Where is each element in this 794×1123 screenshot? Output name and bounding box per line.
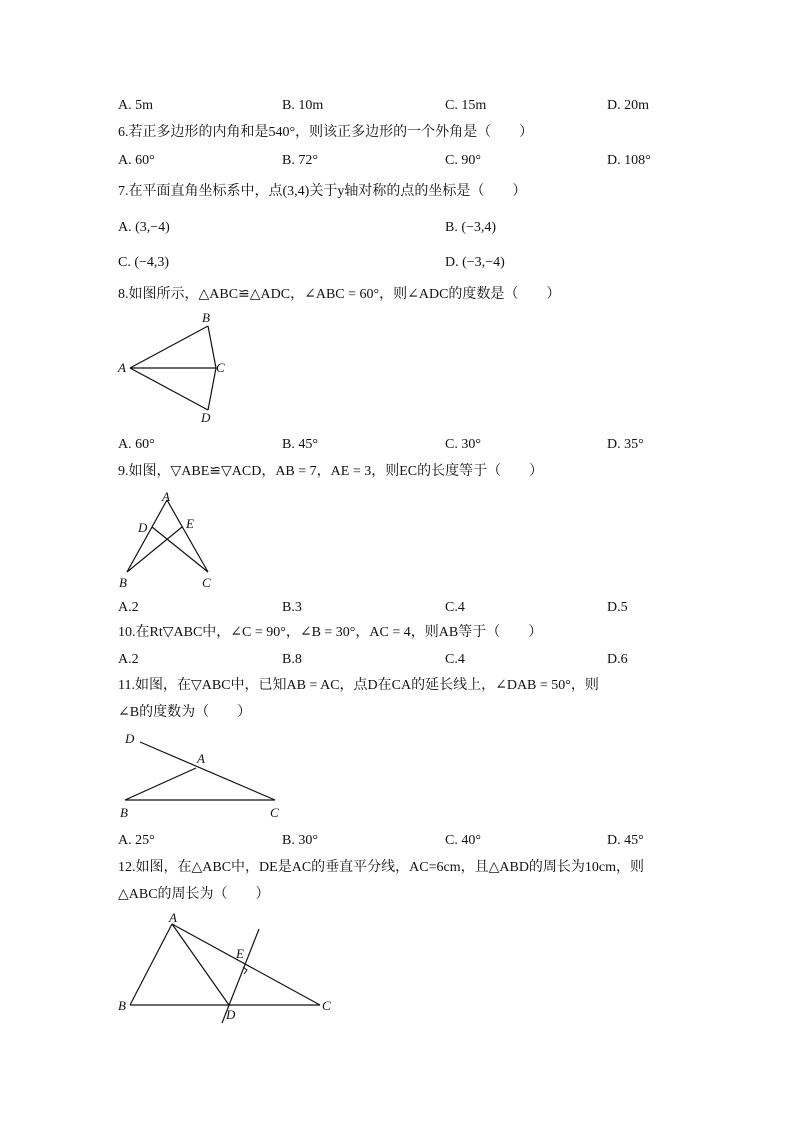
q10-option-a[interactable]: A.2 xyxy=(118,652,139,667)
q11-figure xyxy=(112,726,292,826)
q11-option-c[interactable]: C. 40° xyxy=(445,833,481,848)
q5-option-c[interactable]: C. 15m xyxy=(445,98,487,113)
q11-label-d: D xyxy=(125,731,135,746)
q8-label-b: B xyxy=(202,310,210,325)
q11-stem-line2: ∠B的度数为（ ） xyxy=(118,705,252,720)
q7-option-a[interactable]: A. (3,−4) xyxy=(118,220,170,235)
q8-option-b[interactable]: B. 45° xyxy=(282,437,318,452)
q8-label-d: D xyxy=(201,410,211,425)
q10-option-c[interactable]: C.4 xyxy=(445,652,465,667)
q9-option-d[interactable]: D.5 xyxy=(607,600,628,615)
q11-option-b[interactable]: B. 30° xyxy=(282,833,318,848)
q6-option-a[interactable]: A. 60° xyxy=(118,153,155,168)
q12-label-c: C xyxy=(322,998,331,1013)
q10-option-d[interactable]: D.6 xyxy=(607,652,628,667)
q5-option-a[interactable]: A. 5m xyxy=(118,98,153,113)
q12-figure xyxy=(112,906,342,1031)
q9-option-a[interactable]: A.2 xyxy=(118,600,139,615)
q9-label-c: C xyxy=(202,575,211,590)
q8-option-a[interactable]: A. 60° xyxy=(118,437,155,452)
q5-option-d[interactable]: D. 20m xyxy=(607,98,649,113)
q7-stem: 7.在平面直角坐标系中，点(3,4)关于y轴对称的点的坐标是（ ） xyxy=(118,184,527,199)
q9-stem: 9.如图，▽ABE≌▽ACD，AB = 7，AE = 3，则EC的长度等于（ ） xyxy=(118,464,544,479)
q11-label-c: C xyxy=(270,805,279,820)
q9-label-b: B xyxy=(119,575,127,590)
q11-label-b: B xyxy=(120,805,128,820)
q9-option-b[interactable]: B.3 xyxy=(282,600,302,615)
q6-option-b[interactable]: B. 72° xyxy=(282,153,318,168)
q9-option-c[interactable]: C.4 xyxy=(445,600,465,615)
q9-figure xyxy=(112,487,222,592)
q8-label-a: A xyxy=(118,360,126,375)
q12-stem-line1: 12.如图，在△ABC中，DE是AC的垂直平分线，AC=6cm，且△ABD的周长为10cm，则 xyxy=(118,860,645,875)
q6-option-d[interactable]: D. 108° xyxy=(607,153,651,168)
q9-label-e: E xyxy=(186,516,194,531)
q11-option-a[interactable]: A. 25° xyxy=(118,833,155,848)
q7-option-c[interactable]: C. (−4,3) xyxy=(118,255,170,270)
q11-stem-line1: 11.如图，在▽ABC中，已知AB = AC，点D在CA的延长线上，∠DAB = 50°，则 xyxy=(118,678,599,693)
q7-option-b[interactable]: B. (−3,4) xyxy=(445,220,497,235)
q12-label-d: D xyxy=(226,1007,236,1022)
q9-label-a: A xyxy=(162,489,170,504)
q12-label-b: B xyxy=(118,998,126,1013)
q6-option-c[interactable]: C. 90° xyxy=(445,153,481,168)
q11-label-a: A xyxy=(197,751,205,766)
q7-option-d[interactable]: D. (−3,−4) xyxy=(445,255,505,270)
q12-label-e: E xyxy=(236,946,244,961)
q10-option-b[interactable]: B.8 xyxy=(282,652,302,667)
q12-label-a: A xyxy=(169,910,177,925)
q12-stem-line2: △ABC的周长为（ ） xyxy=(118,887,270,902)
q8-label-c: C xyxy=(216,360,225,375)
q8-figure xyxy=(112,308,242,428)
q5-option-b[interactable]: B. 10m xyxy=(282,98,324,113)
q8-option-c[interactable]: C. 30° xyxy=(445,437,481,452)
q11-option-d[interactable]: D. 45° xyxy=(607,833,644,848)
q9-label-d: D xyxy=(138,520,148,535)
q10-stem: 10.在Rt▽ABC中，∠C = 90°，∠B = 30°，AC = 4，则AB等于（ ） xyxy=(118,625,543,640)
q6-stem: 6.若正多边形的内角和是540°，则该正多边形的一个外角是（ ） xyxy=(118,125,534,140)
q8-stem: 8.如图所示，△ABC≌△ADC，∠ABC = 60°，则∠ADC的度数是（ ） xyxy=(118,287,561,302)
q8-option-d[interactable]: D. 35° xyxy=(607,437,644,452)
